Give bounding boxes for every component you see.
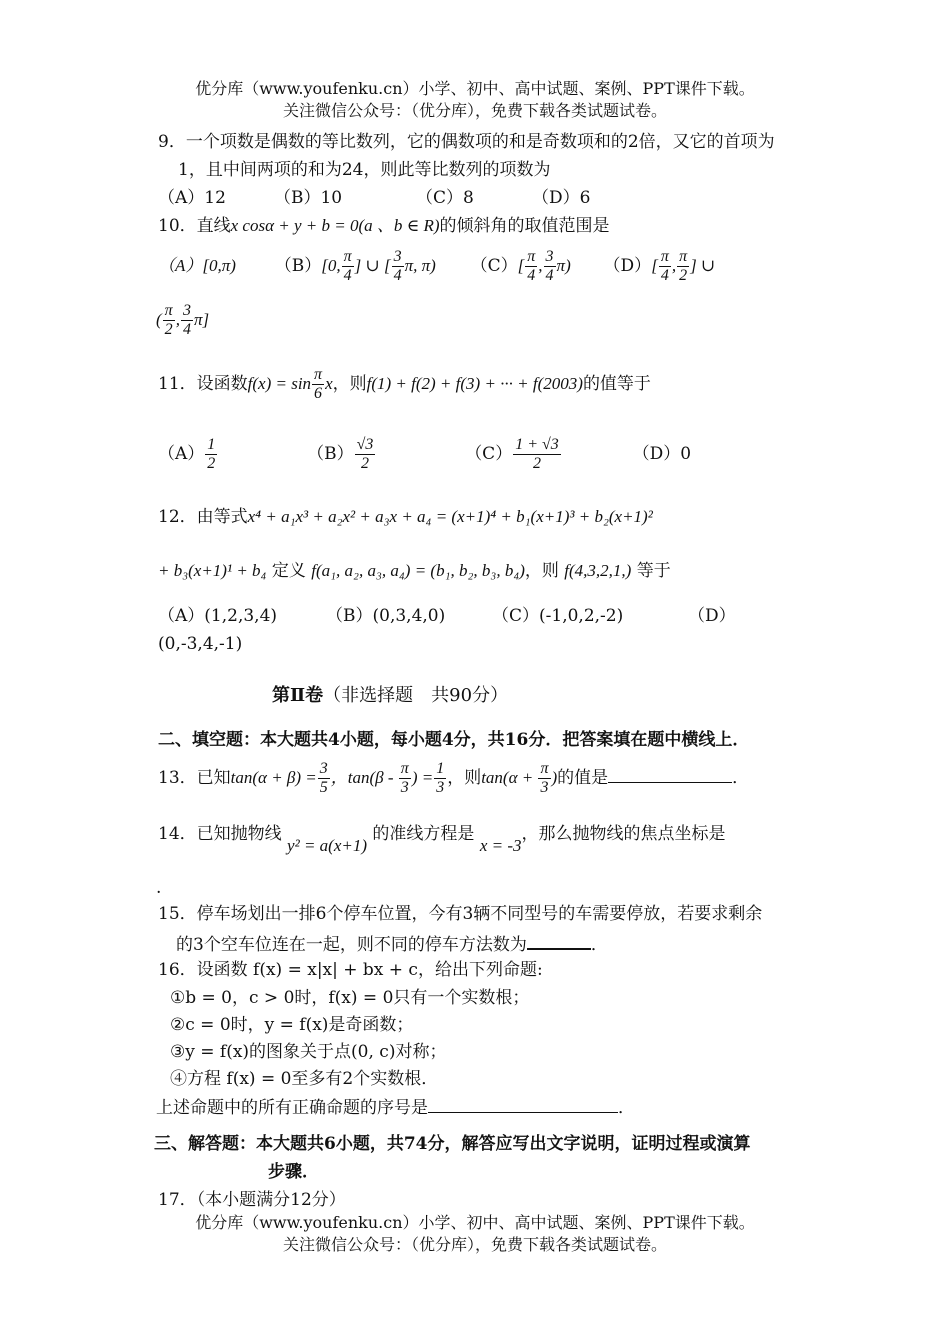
q12-option-c: （C）(-1,0,2,-2): [492, 606, 624, 626]
header-line-1: 优分库（www.youfenku.cn）小学、初中、高中试题、案例、PPT课件下载。: [195, 79, 755, 98]
q10-math: x cosα + y + b = 0(a 、b ∈ R): [230, 216, 440, 235]
q11-c-frac: $\frac{1 + √3}{2}$: [515, 436, 559, 472]
q9-option-a: （A）12: [158, 188, 226, 208]
q10-b-frac-2: $\frac{3}{4}$: [393, 248, 402, 284]
q10-prefix: 10．直线: [158, 216, 231, 236]
q12-option-d-value: (0,-3,4,-1): [158, 634, 243, 654]
q11-option-a: （A）: [158, 444, 205, 464]
q10-d-frac-1: $\frac{\pi}{4}$: [660, 248, 669, 284]
page-footer: [0, 1212, 950, 1256]
q17-title: 17．（本小题满分12分）: [158, 1190, 346, 1210]
q16-stem: 16．设函数 f(x) = x|x| + bx + c，给出下列命题:: [158, 960, 543, 980]
q15-line-1: 15．停车场划出一排6个停车位置，今有3辆不同型号的车需要停放，若要求剩余: [158, 904, 763, 924]
q14-dot: .: [156, 878, 162, 898]
q15-answer-blank[interactable]: [527, 930, 591, 950]
q11-prefix: 11．设函数: [158, 374, 248, 394]
page-header: [0, 78, 950, 122]
part2-title: 第Ⅱ卷: [272, 685, 324, 706]
q14-stem: 14．已知抛物线 y² = a(x+1) 的准线方程是 x = -3，那么抛物线的焦点坐标是: [158, 824, 726, 855]
q12-definition: f(a₁, a₂, a₃, a₄) = (b₁, b₂, b₃, b₄): [311, 561, 525, 580]
q11-option-b: （B）: [307, 444, 354, 464]
q11-stem: 11．设函数f(x) = sin $\frac{\pi}{6}$ x，则f(1) + f(2) + f(3) + ··· + f(2003)的值等于: [158, 366, 651, 402]
q16-answer-blank[interactable]: [428, 1094, 618, 1113]
q12-line-1: [158, 502, 653, 532]
q10-d-frac-2: $\frac{\pi}{2}$: [679, 248, 688, 284]
q14-directrix: x = -3: [479, 836, 522, 855]
q11-sum: f(1) + f(2) + f(3) + ··· + f(2003): [366, 374, 583, 393]
q10-c-frac-2: $\frac{3}{4}$: [545, 248, 554, 284]
q16-item-2: ②c = 0时，y = f(x)是奇函数；: [170, 1015, 414, 1035]
q9-line-2: 1，且中间两项的和为24，则此等比数列的项数为: [178, 160, 551, 180]
q10-c-frac-1: $\frac{\pi}{4}$: [527, 248, 536, 284]
q14-parabola: y² = a(x+1): [287, 836, 367, 855]
q9-option-d: （D）6: [532, 188, 591, 208]
section2-title: 二、填空题：本大题共4小题，每小题4分，共16分．把答案填在题中横线上．: [158, 730, 750, 750]
q16-item-1: ①b = 0，c > 0时，f(x) = 0只有一个实数根；: [170, 988, 530, 1008]
q9-option-b: （B）10: [274, 188, 343, 208]
q12-line-2: + b₃(x+1)¹ + b₄ 定义 f(a₁, a₂, a₃, a₄) = (b₁, b₂, b₃, b₄)，则 f(4,3,2,1,) 等于: [158, 561, 671, 581]
q12-equation: x⁴ + a₁x³ + a₂x² + a₃x + a₄ = (x+1)⁴ + b₁(x+1)³ + b₂(x+1)²: [247, 507, 653, 526]
footer-line-1: 优分库（www.youfenku.cn）小学、初中、高中试题、案例、PPT课件下载。: [195, 1213, 755, 1232]
q10-option-b-label: （B）: [274, 256, 322, 276]
q12-option-d: （D）: [688, 606, 736, 626]
q16-ask: 上述命题中的所有正确命题的序号是 ．: [156, 1094, 635, 1120]
q11-frac: $\frac{\pi}{6}$: [314, 366, 323, 402]
q10-b-frac-1: $\frac{\pi}{4}$: [343, 248, 352, 284]
q10-option-c-label: （C）: [470, 256, 518, 276]
q10-stem: [158, 214, 610, 238]
part2-subtitle: （非选择题 共90分）: [323, 685, 509, 706]
q15-line-2: 的3个空车位连在一起，则不同的停车方法数为 ．: [176, 930, 608, 957]
part2-heading: [272, 684, 508, 708]
q10-option-d-label: （D）: [603, 256, 652, 276]
q13-frac-2: $\frac{\pi}{3}$: [400, 760, 409, 796]
header-line-2: 关注微信公众号：（优分库），免费下载各类试题试卷。: [282, 101, 667, 120]
q9-option-c: （C）8: [416, 188, 474, 208]
section3-line-2: 步骤．: [268, 1162, 319, 1182]
q10-suffix: 的倾斜角的取值范围是: [439, 216, 610, 236]
q10-d-frac-3: $\frac{\pi}{2}$: [164, 302, 173, 338]
q11-func: f(x) = sin: [247, 374, 312, 393]
q12-prefix: 12．由等式: [158, 507, 248, 527]
q11-a-frac: $\frac{1}{2}$: [207, 436, 216, 472]
q12-option-b: （B）(0,3,4,0): [326, 606, 446, 626]
q10-option-a: （A）[0,π): [158, 256, 236, 275]
q10-d-frac-4: $\frac{3}{4}$: [182, 302, 191, 338]
q13-frac-1: $\frac{3}{5}$: [319, 760, 328, 796]
q10-option-d-cont: ( $\frac{\pi}{2}$ , $\frac{3}{4}$ π]: [156, 302, 210, 338]
q9-options: [158, 186, 590, 210]
q13-frac-3: $\frac{1}{3}$: [436, 760, 445, 796]
q10-options: （A）[0,π) （B）[0, $\frac{\pi}{4}$ ] ∪ [ $\frac{3}{4}$ π, π) （C）[ $\frac{\pi}{4}$ , $\frac{3}{4}$ π) （D）[ $\frac{\pi}{4}$ , $\frac{\pi}{2}$ ] ∪: [158, 248, 716, 284]
q11-b-frac: $\frac{√3}{2}$: [356, 436, 374, 472]
q13-answer-blank[interactable]: [608, 764, 732, 783]
q12-options: [158, 604, 736, 628]
q13-frac-4: $\frac{\pi}{3}$: [540, 760, 549, 796]
q11-option-d: （D）0: [632, 444, 692, 464]
q11-options: [158, 430, 691, 478]
q16-item-4: ④方程 f(x) = 0至多有2个实数根．: [170, 1069, 439, 1089]
q13-stem: 13．已知tan(α + β) = $\frac{3}{5}$ ，tan(β - $\frac{\pi}{3}$ ) = $\frac{1}{3}$ ，则tan(α + $\frac{\pi}{3}$ )的值是 ．: [158, 760, 750, 796]
q9-line-1: 9．一个项数是偶数的等比数列，它的偶数项的和是奇数项和的2倍，又它的首项为: [158, 132, 775, 152]
q12-option-a: （A）(1,2,3,4): [158, 606, 278, 626]
footer-line-2: 关注微信公众号：（优分库），免费下载各类试题试卷。: [282, 1235, 667, 1254]
q11-option-c: （C）: [465, 444, 513, 464]
q16-item-3: ③y = f(x)的图象关于点(0, c)对称；: [170, 1042, 447, 1062]
section3-line-1: 三、解答题：本大题共6小题，共74分，解答应写出文字说明，证明过程或演算: [154, 1134, 751, 1154]
